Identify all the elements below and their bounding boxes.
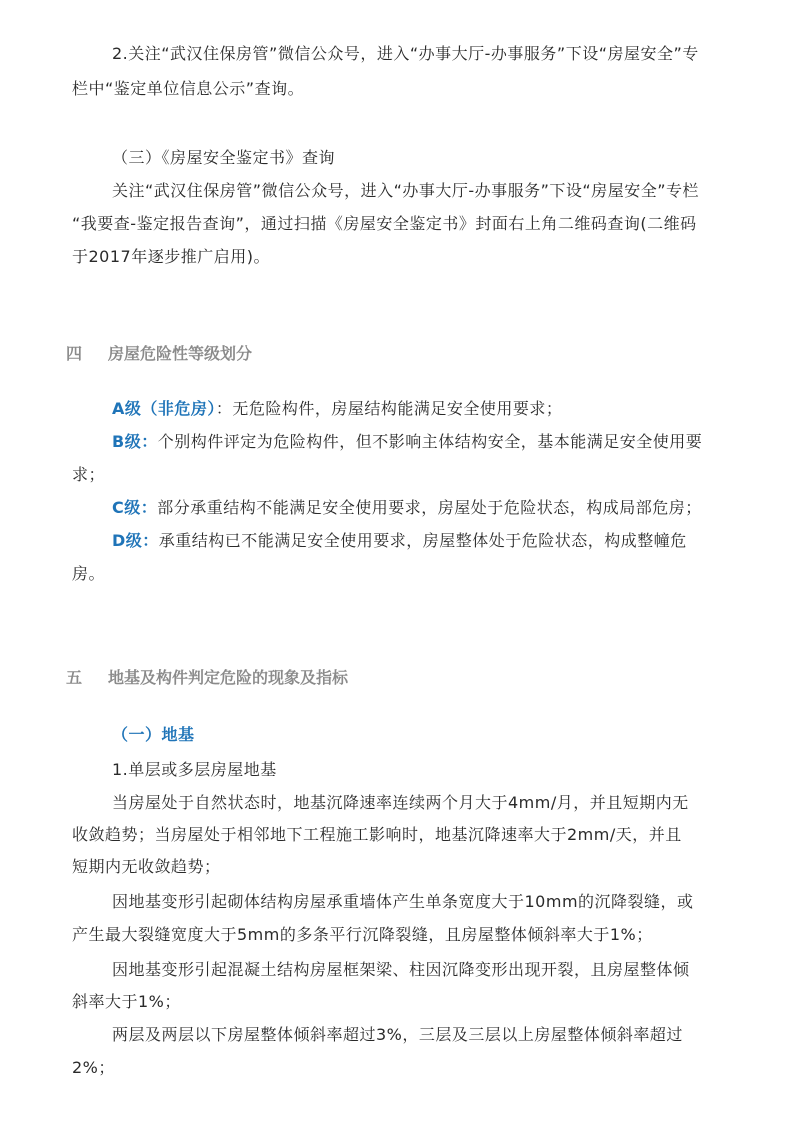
grade-b-text: 个别构件评定为危险构件，但不影响主体结构安全，基本能满足安全使用要 (157, 432, 703, 451)
p1-line1: 2.关注“武汉住保房管”微信公众号，进入“办事大厅-办事服务”下设“房屋安全”专 (112, 44, 699, 63)
grade-b-label: B级： (112, 432, 158, 451)
para1-line3: 短期内无收敛趋势； (72, 857, 221, 876)
sub3-line3: 于2017年逐步推广启用)。 (72, 247, 270, 266)
para4-line1: 两层及两层以下房屋整体倾斜率超过3%，三层及三层以上房屋整体倾斜率超过 (112, 1025, 683, 1044)
section5-number: 五 (66, 668, 83, 687)
grade-a-text: ：无危险构件，房屋结构能满足安全使用要求； (215, 399, 563, 418)
sub3-line1: 关注“武汉住保房管”微信公众号，进入“办事大厅-办事服务”下设“房屋安全”专栏 (112, 181, 700, 200)
grade-b (112, 430, 702, 454)
grade-a-label: A级（非危房） (112, 399, 216, 418)
grade-d-label: D级： (112, 531, 159, 550)
grade-c (112, 496, 702, 520)
para2-line2: 产生最大裂缝宽度大于5mm的多条平行沉降裂缝，且房屋整体倾斜率大于1%； (72, 925, 653, 944)
sub3-line2: “我要查-鉴定报告查询”，通过扫描《房屋安全鉴定书》封面右上角二维码查询(二维码 (72, 214, 697, 233)
section5-heading (66, 666, 348, 690)
item1-heading: 1.单层或多层房屋地基 (112, 760, 277, 779)
para1-line1: 当房屋处于自然状态时，地基沉降速率连续两个月大于4mm/月，并且短期内无 (112, 793, 689, 812)
para3-line2: 斜率大于1%； (72, 992, 181, 1011)
grade-d-cont: 房。 (72, 564, 106, 583)
para4-line2: 2%； (72, 1058, 115, 1077)
section4-title: 房屋危险性等级划分 (108, 344, 253, 363)
grade-c-text: 部分承重结构不能满足安全使用要求，房屋处于危险状态，构成局部危房； (157, 498, 702, 517)
section4-number: 四 (66, 344, 83, 363)
grade-a (112, 397, 562, 421)
sub1-heading: （一）地基 (112, 725, 195, 744)
section4-heading (66, 342, 252, 366)
grade-d (112, 529, 687, 553)
grade-c-label: C级： (112, 498, 158, 517)
para1-line2: 收敛趋势；当房屋处于相邻地下工程施工影响时，地基沉降速率大于2mm/天，并且 (72, 825, 682, 844)
grade-b-cont: 求； (72, 465, 106, 484)
para2-line1: 因地基变形引起砌体结构房屋承重墙体产生单条宽度大于10mm的沉降裂缝，或 (112, 892, 694, 911)
sub3-heading: （三）《房屋安全鉴定书》查询 (112, 148, 336, 167)
para3-line1: 因地基变形引起混凝土结构房屋框架梁、柱因沉降变形出现开裂，且房屋整体倾 (112, 960, 690, 979)
section5-title: 地基及构件判定危险的现象及指标 (108, 668, 349, 687)
p1-line2: 栏中“鉴定单位信息公示”查询。 (72, 79, 305, 98)
grade-d-text: 承重结构已不能满足安全使用要求，房屋整体处于危险状态，构成整幢危 (158, 531, 687, 550)
